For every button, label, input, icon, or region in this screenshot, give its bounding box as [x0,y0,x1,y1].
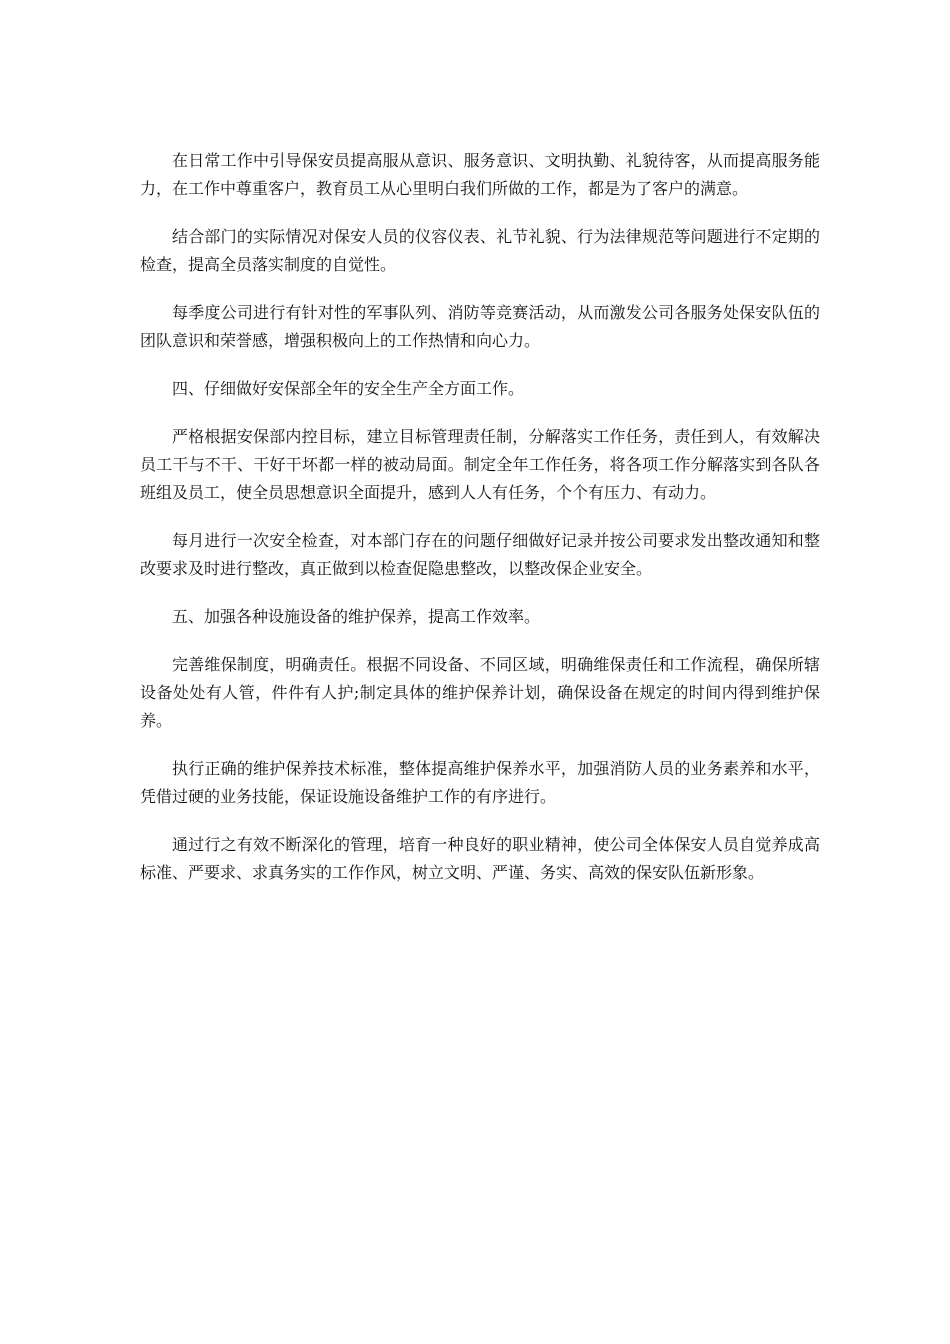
paragraph-conclusion: 通过行之有效不断深化的管理，培育一种良好的职业精神，使公司全体保安人员自觉养成高标准、严要求、求真务实的工作作风，树立文明、严谨、务实、高效的保安队伍新形象。 [140,835,820,882]
paragraph-maintenance-system: 完善维保制度，明确责任。根据不同设备、不同区域，明确维保责任和工作流程，确保所辖设备处处有人管，件件有人护;制定具体的维护保养计划，确保设备在规定的时间内得到维护保养。 [140,655,820,730]
section-heading-safety-production: 四、仔细做好安保部全年的安全生产全方面工作。 [172,379,525,398]
document-body [140,147,820,907]
paragraph-responsibility-system: 严格根据安保部内控目标，建立目标管理责任制，分解落实工作任务，责任到人，有效解决员工干与不干、干好干坏都一样的被动局面。制定全年工作任务，将各项工作分解落实到各队各班组及员工，使全员思想意识全面提升，感到人人有任务，个个有压力、有动力。 [140,427,820,502]
paragraph-appearance-inspection: 结合部门的实际情况对保安人员的仪容仪表、礼节礼貌、行为法律规范等问题进行不定期的检查，提高全员落实制度的自觉性。 [140,227,820,274]
paragraph-service-awareness: 在日常工作中引导保安员提高服从意识、服务意识、文明执勤、礼貌待客，从而提高服务能力，在工作中尊重客户，教育员工从心里明白我们所做的工作，都是为了客户的满意。 [140,151,820,198]
paragraph-quarterly-competition: 每季度公司进行有针对性的军事队列、消防等竞赛活动，从而激发公司各服务处保安队伍的团队意识和荣誉感，增强积极向上的工作热情和向心力。 [140,303,820,350]
paragraph-maintenance-standards: 执行正确的维护保养技术标准，整体提高维护保养水平，加强消防人员的业务素养和水平，凭借过硬的业务技能，保证设施设备维护工作的有序进行。 [140,759,820,806]
section-heading-equipment-maintenance: 五、加强各种设施设备的维护保养，提高工作效率。 [172,607,541,626]
paragraph-monthly-inspection: 每月进行一次安全检查，对本部门存在的问题仔细做好记录并按公司要求发出整改通知和整改要求及时进行整改，真正做到以检查促隐患整改，以整改保企业安全。 [140,531,820,578]
